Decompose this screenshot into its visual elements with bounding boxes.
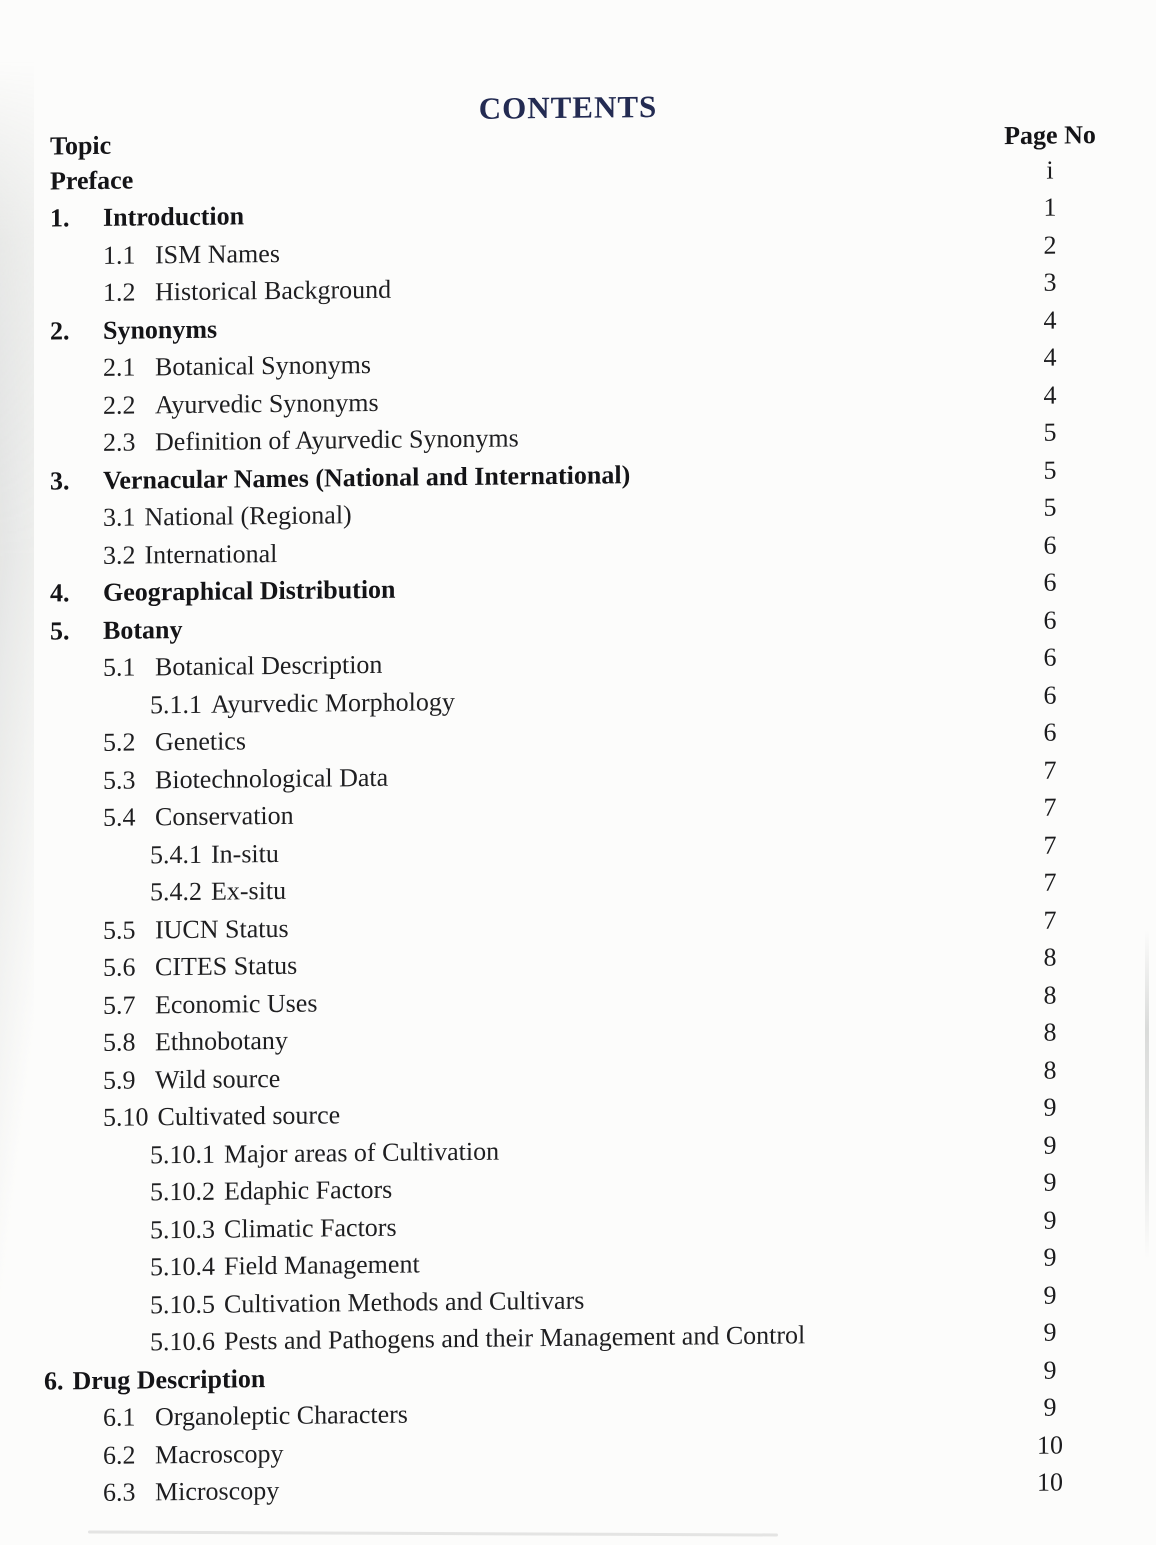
toc-entry-number: 3. <box>50 465 70 496</box>
page-no-column-header: Page No <box>1004 119 1096 150</box>
toc-entry-label: CITES Status <box>155 951 298 982</box>
toc-entry-number: 4. <box>50 578 70 608</box>
toc-entry-label: Ethnobotany <box>155 1026 288 1057</box>
toc-entry-label: Organoleptic Characters <box>155 1399 408 1432</box>
toc-entry-number: 6.3 <box>103 1477 136 1508</box>
toc-entry-page: 7 <box>1043 792 1057 822</box>
toc-entry-number: 1.2 <box>103 277 136 308</box>
toc-entry-label: Botany <box>103 614 183 645</box>
toc-entry-label: Macroscopy <box>155 1438 284 1470</box>
toc-entry-page: 6 <box>1043 530 1057 560</box>
toc-entry-number: 5.10.5 <box>150 1289 215 1320</box>
toc-entry-label: Edaphic Factors <box>224 1175 393 1206</box>
toc-entry-page: 9 <box>1043 1355 1057 1385</box>
toc-entry-number: 2.1 <box>103 352 136 383</box>
toc-entry-number: 5.9 <box>103 1065 136 1095</box>
toc-entry-label: Biotechnological Data <box>155 762 389 795</box>
page-title: CONTENTS <box>478 88 658 126</box>
toc-entry-page: 9 <box>1043 1317 1057 1347</box>
toc-entry-number: 5.10 <box>103 1102 149 1133</box>
toc-entry-number: 3.1 <box>103 502 136 533</box>
toc-entry-number: 5.10.3 <box>150 1214 215 1245</box>
toc-entry-label: Economic Uses <box>155 988 318 1020</box>
toc-entry-number: 6.1 <box>103 1402 136 1433</box>
toc-entry-label: IUCN Status <box>155 913 289 945</box>
toc-entry-page: 9 <box>1043 1092 1057 1122</box>
toc-entry-number: 1. <box>50 203 70 233</box>
toc-entry-label: Cultivated source <box>157 1100 341 1132</box>
toc-entry-label: Major areas of Cultivation <box>224 1136 500 1169</box>
toc-entry-label: Microscopy <box>155 1476 280 1507</box>
toc-entry-label: ISM Names <box>155 238 280 270</box>
topic-column-header: Topic <box>50 130 112 160</box>
toc-entry-page: 7 <box>1043 867 1057 897</box>
toc-entry-number: 5.1 <box>103 652 136 683</box>
toc-entry-page: 9 <box>1043 1130 1057 1160</box>
toc-entry-label: Ex-situ <box>211 876 287 906</box>
toc-entry-number: 5.1.1 <box>150 689 202 720</box>
toc-entry-label: Ayurvedic Synonyms <box>155 387 379 420</box>
toc-entry-page: 6 <box>1043 680 1057 710</box>
toc-entry-page: 5 <box>1043 492 1057 522</box>
toc-entry-number: 2. <box>50 315 70 346</box>
toc-entry-label: Climatic Factors <box>224 1212 397 1244</box>
toc-entry-label: Botanical Description <box>155 650 383 682</box>
toc-entry-label: Wild source <box>155 1063 281 1095</box>
toc-entry-page: 8 <box>1043 1017 1057 1047</box>
toc-entry-number: 5.4 <box>103 802 136 833</box>
toc-entry-number: 5.4.2 <box>150 877 202 907</box>
toc-entry-number: 5.3 <box>103 765 136 795</box>
toc-entry-label: Cultivation Methods and Cultivars <box>224 1285 585 1319</box>
toc-entry-page: 8 <box>1043 942 1057 972</box>
header-spacer <box>111 136 975 145</box>
toc-entry-number: 5.2 <box>103 727 136 758</box>
toc-entry-label: Genetics <box>155 726 246 757</box>
toc-entry-label: Synonyms <box>103 314 218 345</box>
toc-entry-label: Vernacular Names (National and International) <box>103 459 631 495</box>
toc-entry-page: 4 <box>1043 342 1057 372</box>
toc-entry-page: 6 <box>1043 642 1057 672</box>
toc-entry-page: 7 <box>1043 755 1057 785</box>
toc-entry-page: 9 <box>1043 1242 1057 1272</box>
toc-entry-page: 8 <box>1043 1055 1057 1085</box>
toc-entry-page: 6 <box>1043 717 1057 747</box>
toc-entry-page: 4 <box>1043 380 1057 410</box>
toc-entry-number: 5.10.1 <box>150 1139 215 1170</box>
toc-entry-label: Drug Description <box>72 1363 266 1395</box>
toc-entry-number: 5.4.1 <box>150 839 202 870</box>
toc-entry-page: 9 <box>1043 1392 1057 1422</box>
toc-entry-number: 5. <box>50 615 70 646</box>
toc-entry-number: 5.10.4 <box>150 1251 215 1282</box>
toc-entry-number: 5.7 <box>103 990 136 1020</box>
toc-entry-number: 2.2 <box>103 390 136 420</box>
toc-entry-label: Pests and Pathogens and their Management and Control <box>224 1320 806 1356</box>
toc-entry-number: 5.10.2 <box>150 1176 215 1207</box>
toc-entry-page: 2 <box>1043 230 1057 260</box>
toc-entry-page: 9 <box>1043 1167 1057 1197</box>
toc-entry-label: Geographical Distribution <box>103 574 396 608</box>
toc-entry-page: 6 <box>1043 567 1057 597</box>
toc-entry-label: Preface <box>50 165 134 196</box>
toc-entry-label: In-situ <box>211 838 279 869</box>
toc-entry-number: 3.2 <box>103 540 136 570</box>
toc-entry-number: 6. <box>44 1366 64 1396</box>
toc-entry-page: 9 <box>1043 1280 1057 1310</box>
toc-entry-page: 10 <box>1037 1467 1063 1498</box>
toc-entry-label: Conservation <box>155 801 294 832</box>
toc-entry-page: 6 <box>1043 605 1057 635</box>
toc-entry-number: 2.3 <box>103 427 136 458</box>
toc-entry-page: 5 <box>1043 455 1057 485</box>
toc-entry-label: Historical Background <box>155 275 392 307</box>
toc-entry-page: 7 <box>1043 905 1057 935</box>
toc-entry-label: Botanical Synonyms <box>155 350 371 382</box>
toc-list <box>0 150 1156 1513</box>
toc-entry-page: 10 <box>1037 1430 1063 1460</box>
toc-entry-page: 5 <box>1043 417 1057 447</box>
toc-entry-page: 9 <box>1043 1205 1057 1235</box>
toc-entry-page: 1 <box>1043 192 1057 222</box>
toc-entry-page: 4 <box>1043 305 1057 335</box>
toc-entry-number: 5.6 <box>103 952 136 983</box>
toc-entry-number: 6.2 <box>103 1440 136 1470</box>
toc-entry-number: 5.10.6 <box>150 1326 215 1357</box>
toc-entry-label: International <box>144 538 278 570</box>
toc-entry-page: i <box>1046 155 1054 185</box>
toc-entry-number: 1.1 <box>103 240 136 270</box>
toc-entry-number: 5.8 <box>103 1027 136 1058</box>
toc-entry-label: Introduction <box>103 201 245 233</box>
toc-entry-page: 7 <box>1043 830 1057 860</box>
toc-entry-page: 3 <box>1043 267 1057 297</box>
toc-entry-label: National (Regional) <box>144 500 352 532</box>
toc-entry-label: Ayurvedic Morphology <box>211 686 455 719</box>
toc-entry-page: 8 <box>1043 980 1057 1010</box>
toc-entry-number: 5.5 <box>103 915 136 945</box>
toc-entry-label: Definition of Ayurvedic Synonyms <box>155 423 519 457</box>
toc-entry-label: Field Management <box>224 1249 420 1281</box>
